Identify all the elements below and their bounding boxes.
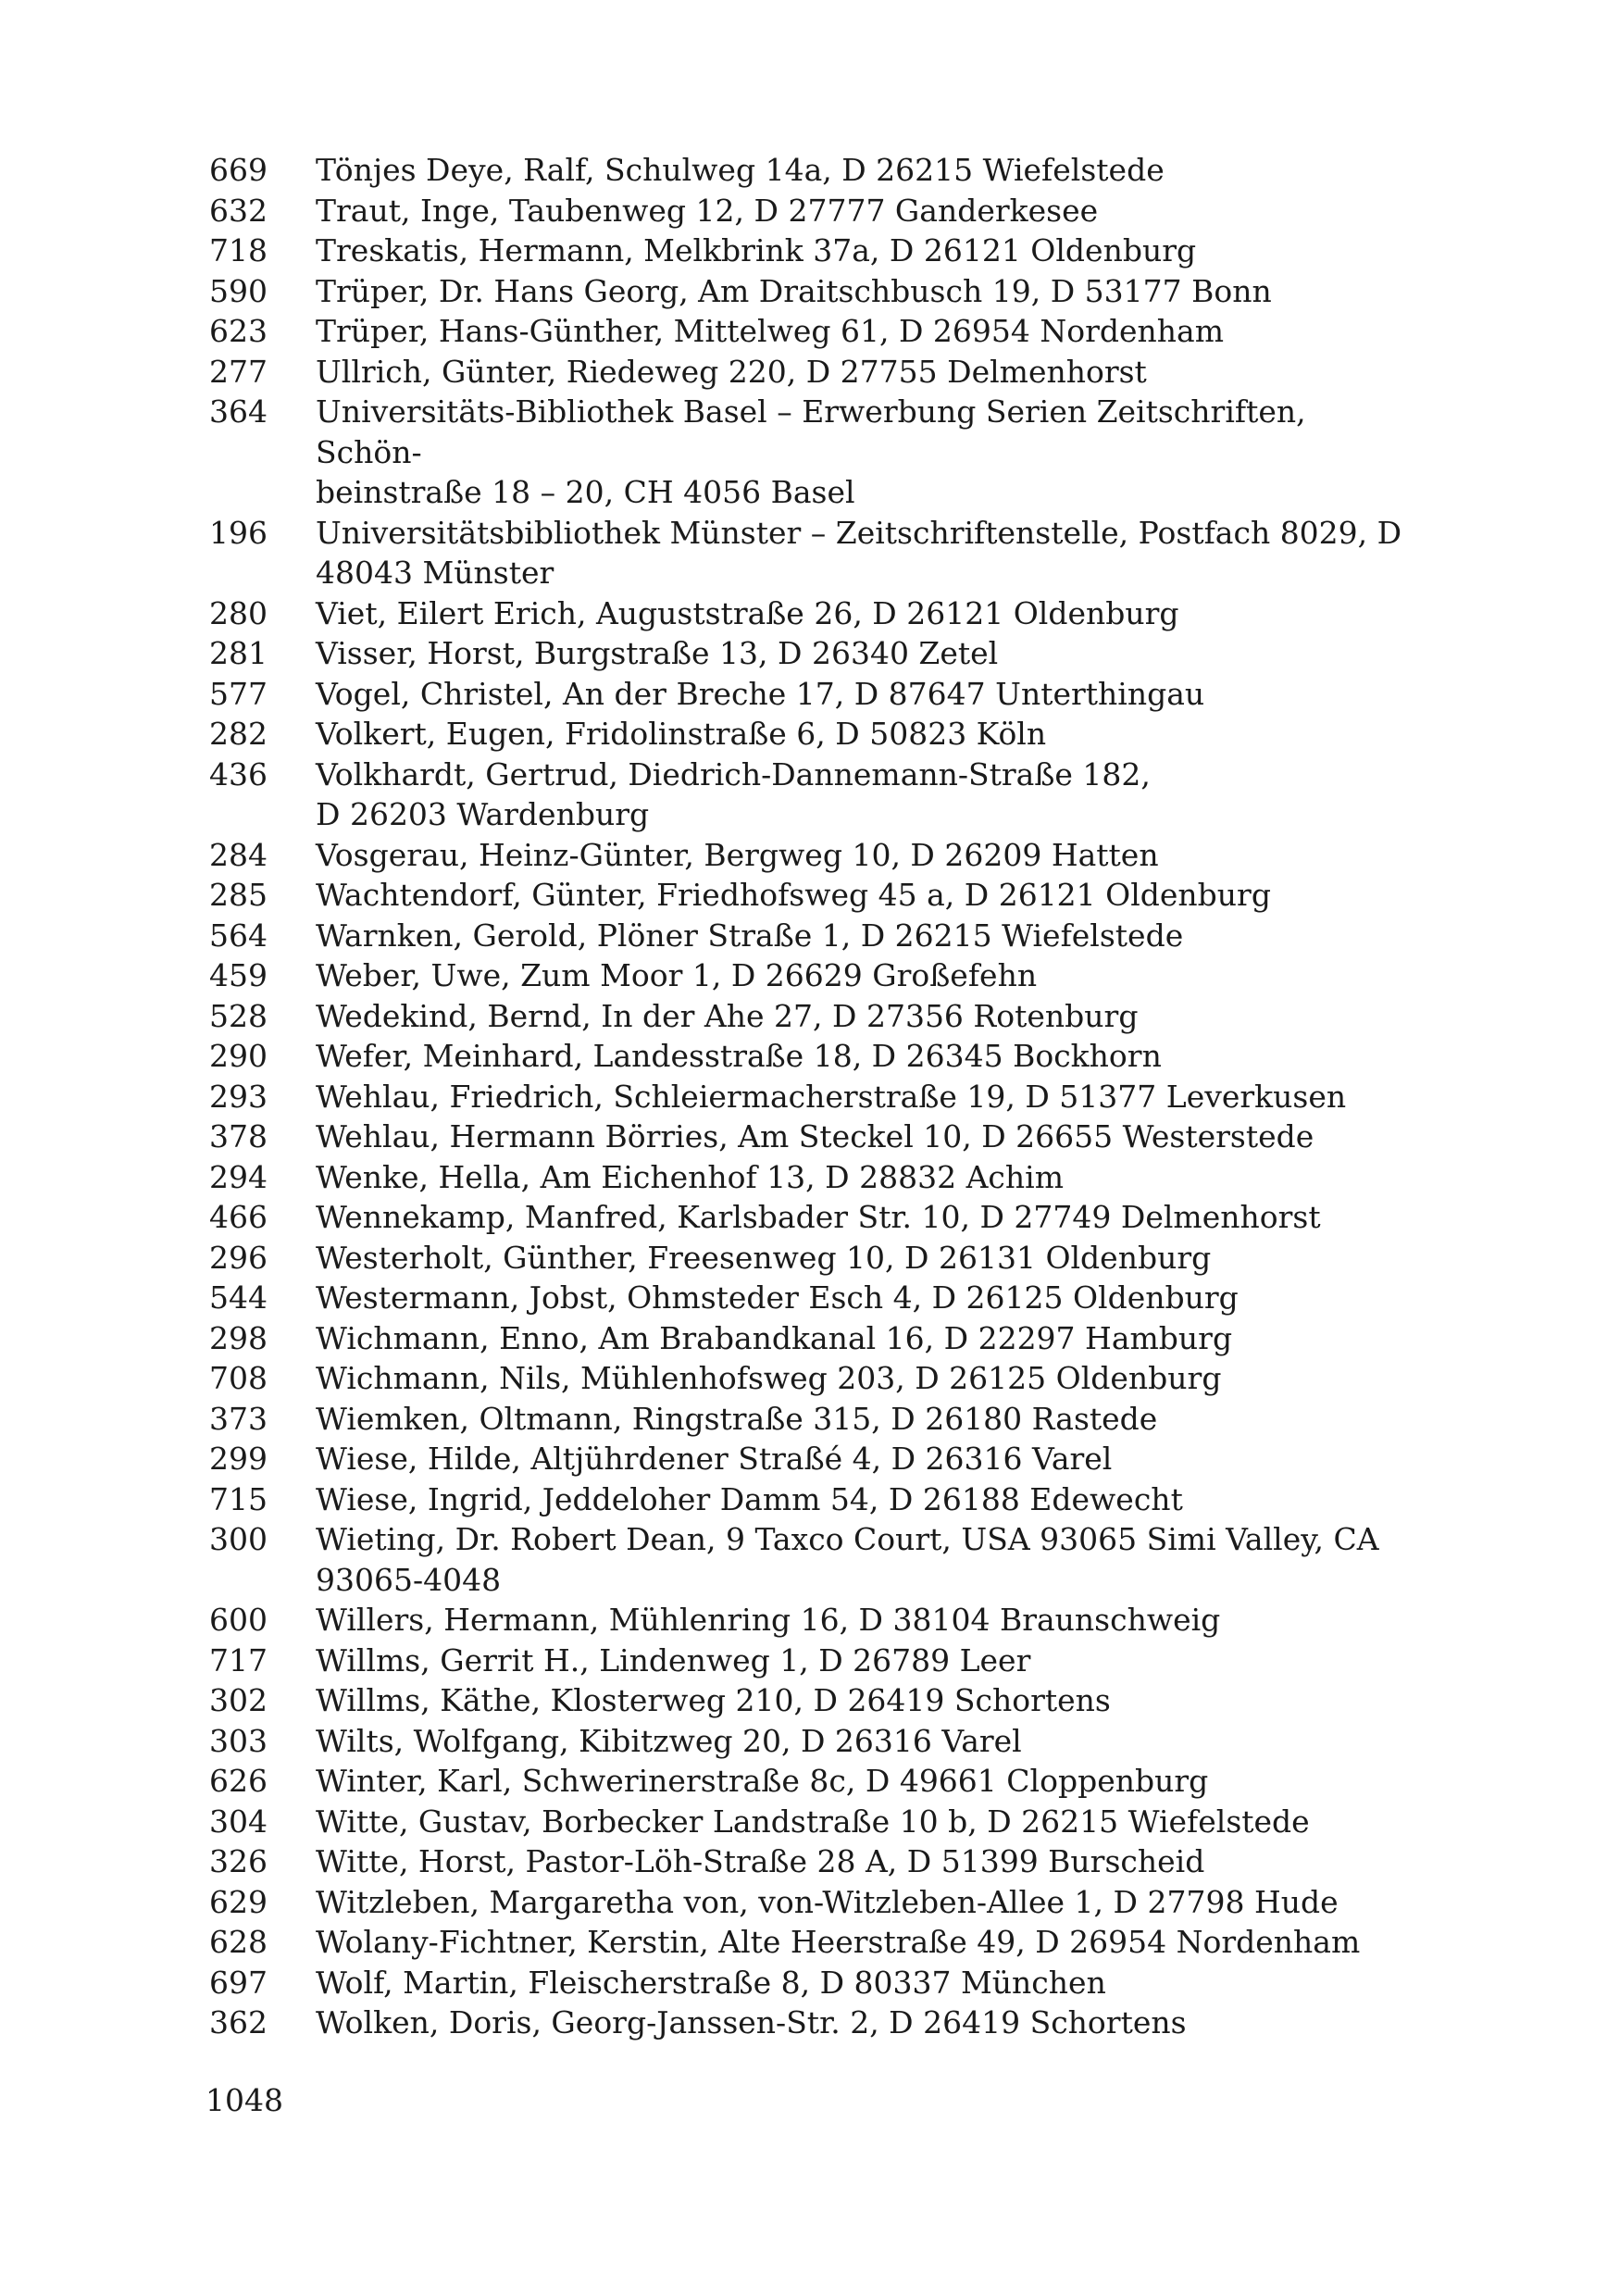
list-item [209, 1479, 1413, 1520]
list-item [209, 392, 1413, 513]
address-line: Wichmann, Nils, Mühlenhofsweg 203, D 26125 Oldenburg [316, 1360, 1222, 1396]
entry-number: 628 [209, 1924, 268, 1960]
address-line: Wiese, Ingrid, Jeddeloher Damm 54, D 26188 Edewecht [316, 1480, 1183, 1517]
entry-address [316, 231, 1413, 271]
list-item [209, 1318, 1413, 1359]
address-line: Traut, Inge, Taubenweg 12, D 27777 Ganderkesee [316, 192, 1099, 229]
entry-address [316, 1680, 1413, 1721]
address-line: beinstraße 18 – 20, CH 4056 Basel [316, 474, 855, 510]
entry-number: 564 [209, 917, 268, 954]
address-line: Wieting, Dr. Robert Dean, 9 Taxco Court, USA 93065 Simi Valley, CA [316, 1521, 1379, 1557]
list-item [209, 916, 1413, 956]
entry-number: 528 [209, 997, 268, 1034]
entry-number: 364 [209, 393, 268, 430]
address-line: Weber, Uwe, Zum Moor 1, D 26629 Großefehn [316, 957, 1038, 993]
list-item [209, 1721, 1413, 1762]
entry-number: 373 [209, 1400, 268, 1437]
address-line: Ullrich, Günter, Riedeweg 220, D 27755 Delmenhorst [316, 353, 1147, 390]
address-line: Wachtendorf, Günter, Friedhofsweg 45 a, D 26121 Oldenburg [316, 877, 1271, 913]
entry-address [316, 835, 1413, 876]
entry-address [316, 392, 1413, 513]
entry-number: 298 [209, 1319, 268, 1356]
entry-number: 718 [209, 232, 268, 268]
address-line: Witte, Horst, Pastor-Löh-Straße 28 A, D 51399 Burscheid [316, 1843, 1205, 1879]
address-line: Westermann, Jobst, Ohmsteder Esch 4, D 26125 Oldenburg [316, 1279, 1239, 1316]
entry-number: 623 [209, 313, 268, 349]
address-line: Visser, Horst, Burgstraße 13, D 26340 Zetel [316, 635, 999, 671]
entry-number: 293 [209, 1078, 268, 1115]
list-item [209, 1036, 1413, 1077]
address-line: Wennekamp, Manfred, Karlsbader Str. 10, D 27749 Delmenhorst [316, 1199, 1321, 1235]
list-item [209, 1157, 1413, 1198]
address-line: Volkhardt, Gertrud, Diedrich-Dannemann-Straße 182, [316, 755, 1151, 792]
entry-number: 626 [209, 1763, 268, 1799]
list-item [209, 593, 1413, 634]
address-line: Witzleben, Margaretha von, von-Witzleben-Allee 1, D 27798 Hude [316, 1883, 1339, 1920]
list-item [209, 996, 1413, 1037]
address-line: Trüper, Hans-Günther, Mittelweg 61, D 26954 Nordenham [316, 313, 1225, 349]
list-item [209, 1600, 1413, 1641]
entry-number: 302 [209, 1682, 268, 1718]
list-item [209, 1077, 1413, 1117]
entry-address [316, 2003, 1413, 2043]
address-line: Vosgerau, Heinz-Günter, Bergweg 10, D 26209 Hatten [316, 836, 1159, 873]
address-line: Trüper, Dr. Hans Georg, Am Draitschbusch 19, D 53177 Bonn [316, 272, 1272, 309]
entry-address [316, 674, 1413, 715]
list-item [209, 1197, 1413, 1238]
entry-number: 303 [209, 1722, 268, 1759]
address-line: Willms, Käthe, Klosterweg 210, D 26419 Schortens [316, 1682, 1111, 1718]
address-line: Warnken, Gerold, Plöner Straße 1, D 26215 Wiefelstede [316, 917, 1184, 954]
list-item [209, 150, 1413, 191]
list-item [209, 352, 1413, 393]
entry-number: 629 [209, 1883, 268, 1920]
address-line: Wolken, Doris, Georg-Janssen-Str. 2, D 26419 Schortens [316, 2004, 1187, 2040]
entry-number: 544 [209, 1279, 268, 1316]
entry-number: 294 [209, 1158, 268, 1195]
entry-number: 590 [209, 272, 268, 309]
entry-number: 717 [209, 1641, 268, 1678]
address-line: Wiemken, Oltmann, Ringstraße 315, D 26180 Rastede [316, 1400, 1158, 1437]
entry-number: 285 [209, 877, 268, 913]
list-item [209, 513, 1413, 593]
entry-address [316, 1841, 1413, 1882]
list-item [209, 1841, 1413, 1882]
entry-address [316, 352, 1413, 393]
address-line: D 26203 Wardenburg [316, 796, 650, 832]
entry-address [316, 755, 1413, 835]
list-item [209, 835, 1413, 876]
entry-address [316, 1882, 1413, 1923]
entry-number: 300 [209, 1521, 268, 1557]
list-item [209, 1399, 1413, 1440]
entry-address [316, 1600, 1413, 1641]
entry-address [316, 1238, 1413, 1279]
entry-address [316, 1963, 1413, 2003]
entry-number: 669 [209, 152, 268, 188]
list-item [209, 1519, 1413, 1600]
address-line: Wehlau, Friedrich, Schleiermacherstraße 19, D 51377 Leverkusen [316, 1078, 1347, 1115]
address-line: Wolany-Fichtner, Kerstin, Alte Heerstraße 49, D 26954 Nordenham [316, 1924, 1361, 1960]
entry-number: 299 [209, 1441, 268, 1477]
entry-number: 196 [209, 514, 268, 551]
list-item [209, 311, 1413, 352]
address-line: Wehlau, Hermann Börries, Am Steckel 10, D 26655 Westerstede [316, 1118, 1314, 1154]
entry-number: 304 [209, 1803, 268, 1840]
entry-address [316, 1761, 1413, 1802]
entry-address [316, 1519, 1413, 1600]
entry-number: 632 [209, 192, 268, 229]
entry-address [316, 1318, 1413, 1359]
entry-number: 282 [209, 716, 268, 752]
address-line: Wenke, Hella, Am Eichenhof 13, D 28832 Achim [316, 1158, 1064, 1195]
entry-address [316, 191, 1413, 231]
list-item [209, 271, 1413, 312]
address-line: Wiese, Hilde, Altjührdener Straßé 4, D 26316 Varel [316, 1441, 1113, 1477]
address-line: Universitätsbibliothek Münster – Zeitschriftenstelle, Postfach 8029, D [316, 514, 1402, 551]
list-item [209, 1963, 1413, 2003]
address-line: Universitäts-Bibliothek Basel – Erwerbung Serien Zeitschriften, Schön- [316, 393, 1306, 470]
entry-address [316, 1721, 1413, 1762]
address-line: Volkert, Eugen, Fridolinstraße 6, D 50823 Köln [316, 716, 1047, 752]
address-line: Viet, Eilert Erich, Auguststraße 26, D 26121 Oldenburg [316, 594, 1179, 631]
address-line: Wedekind, Bernd, In der Ahe 27, D 27356 Rotenburg [316, 997, 1139, 1034]
entry-address [316, 875, 1413, 916]
entry-number: 326 [209, 1843, 268, 1879]
entry-number: 362 [209, 2004, 268, 2040]
entry-address [316, 996, 1413, 1037]
entry-address [316, 1157, 1413, 1198]
list-item [209, 955, 1413, 996]
list-item [209, 1761, 1413, 1802]
list-item [209, 1238, 1413, 1279]
list-item [209, 1278, 1413, 1318]
entry-address [316, 1802, 1413, 1842]
page-number: 1048 [206, 2082, 283, 2118]
entry-address [316, 1036, 1413, 1077]
entry-address [316, 593, 1413, 634]
member-address-list [209, 150, 1413, 2043]
address-line: Wolf, Martin, Fleischerstraße 8, D 80337 München [316, 1964, 1106, 2001]
entry-address [316, 1358, 1413, 1399]
list-item [209, 1439, 1413, 1479]
address-line: Vogel, Christel, An der Breche 17, D 87647 Unterthingau [316, 675, 1205, 712]
list-item [209, 1922, 1413, 1963]
entry-address [316, 150, 1413, 191]
list-item [209, 714, 1413, 755]
entry-address [316, 1278, 1413, 1318]
entry-number: 290 [209, 1038, 268, 1074]
address-line: Willers, Hermann, Mühlenring 16, D 38104 Braunschweig [316, 1602, 1221, 1638]
list-item [209, 674, 1413, 715]
entry-number: 708 [209, 1360, 268, 1396]
entry-address [316, 1399, 1413, 1440]
entry-number: 296 [209, 1239, 268, 1276]
entry-address [316, 311, 1413, 352]
entry-address [316, 513, 1413, 593]
address-line: Witte, Gustav, Borbecker Landstraße 10 b, D 26215 Wiefelstede [316, 1803, 1310, 1840]
list-item [209, 1641, 1413, 1681]
entry-number: 459 [209, 957, 268, 993]
address-line: Wichmann, Enno, Am Brabandkanal 16, D 22297 Hamburg [316, 1319, 1233, 1356]
address-line: Tönjes Deye, Ralf, Schulweg 14a, D 26215 Wiefelstede [316, 152, 1165, 188]
entry-address [316, 1641, 1413, 1681]
entry-address [316, 1077, 1413, 1117]
address-line: 48043 Münster [316, 555, 554, 591]
entry-address [316, 916, 1413, 956]
list-item [209, 2003, 1413, 2043]
entry-number: 281 [209, 635, 268, 671]
list-item [209, 1882, 1413, 1923]
entry-number: 284 [209, 836, 268, 873]
entry-address [316, 1197, 1413, 1238]
list-item [209, 1117, 1413, 1157]
address-line: Wilts, Wolfgang, Kibitzweg 20, D 26316 Varel [316, 1722, 1022, 1759]
entry-number: 280 [209, 594, 268, 631]
address-line: Willms, Gerrit H., Lindenweg 1, D 26789 Leer [316, 1641, 1031, 1678]
list-item [209, 191, 1413, 231]
entry-number: 600 [209, 1602, 268, 1638]
entry-number: 436 [209, 755, 268, 792]
list-item [209, 1680, 1413, 1721]
address-line: Winter, Karl, Schwerinerstraße 8c, D 49661 Cloppenburg [316, 1763, 1209, 1799]
list-item [209, 1358, 1413, 1399]
address-line: Westerholt, Günther, Freesenweg 10, D 26131 Oldenburg [316, 1239, 1212, 1276]
entry-address [316, 955, 1413, 996]
address-line: Treskatis, Hermann, Melkbrink 37a, D 26121 Oldenburg [316, 232, 1197, 268]
entry-number: 697 [209, 1964, 268, 2001]
entry-address [316, 1479, 1413, 1520]
list-item [209, 755, 1413, 835]
entry-address [316, 633, 1413, 674]
address-line: 93065-4048 [316, 1561, 502, 1598]
entry-number: 466 [209, 1199, 268, 1235]
list-item [209, 231, 1413, 271]
entry-address [316, 271, 1413, 312]
address-line: Wefer, Meinhard, Landesstraße 18, D 26345 Bockhorn [316, 1038, 1162, 1074]
entry-address [316, 1922, 1413, 1963]
entry-address [316, 1439, 1413, 1479]
list-item [209, 633, 1413, 674]
entry-address [316, 714, 1413, 755]
entry-number: 715 [209, 1480, 268, 1517]
list-item [209, 875, 1413, 916]
entry-number: 378 [209, 1118, 268, 1154]
entry-number: 277 [209, 353, 268, 390]
entry-address [316, 1117, 1413, 1157]
list-item [209, 1802, 1413, 1842]
entry-number: 577 [209, 675, 268, 712]
